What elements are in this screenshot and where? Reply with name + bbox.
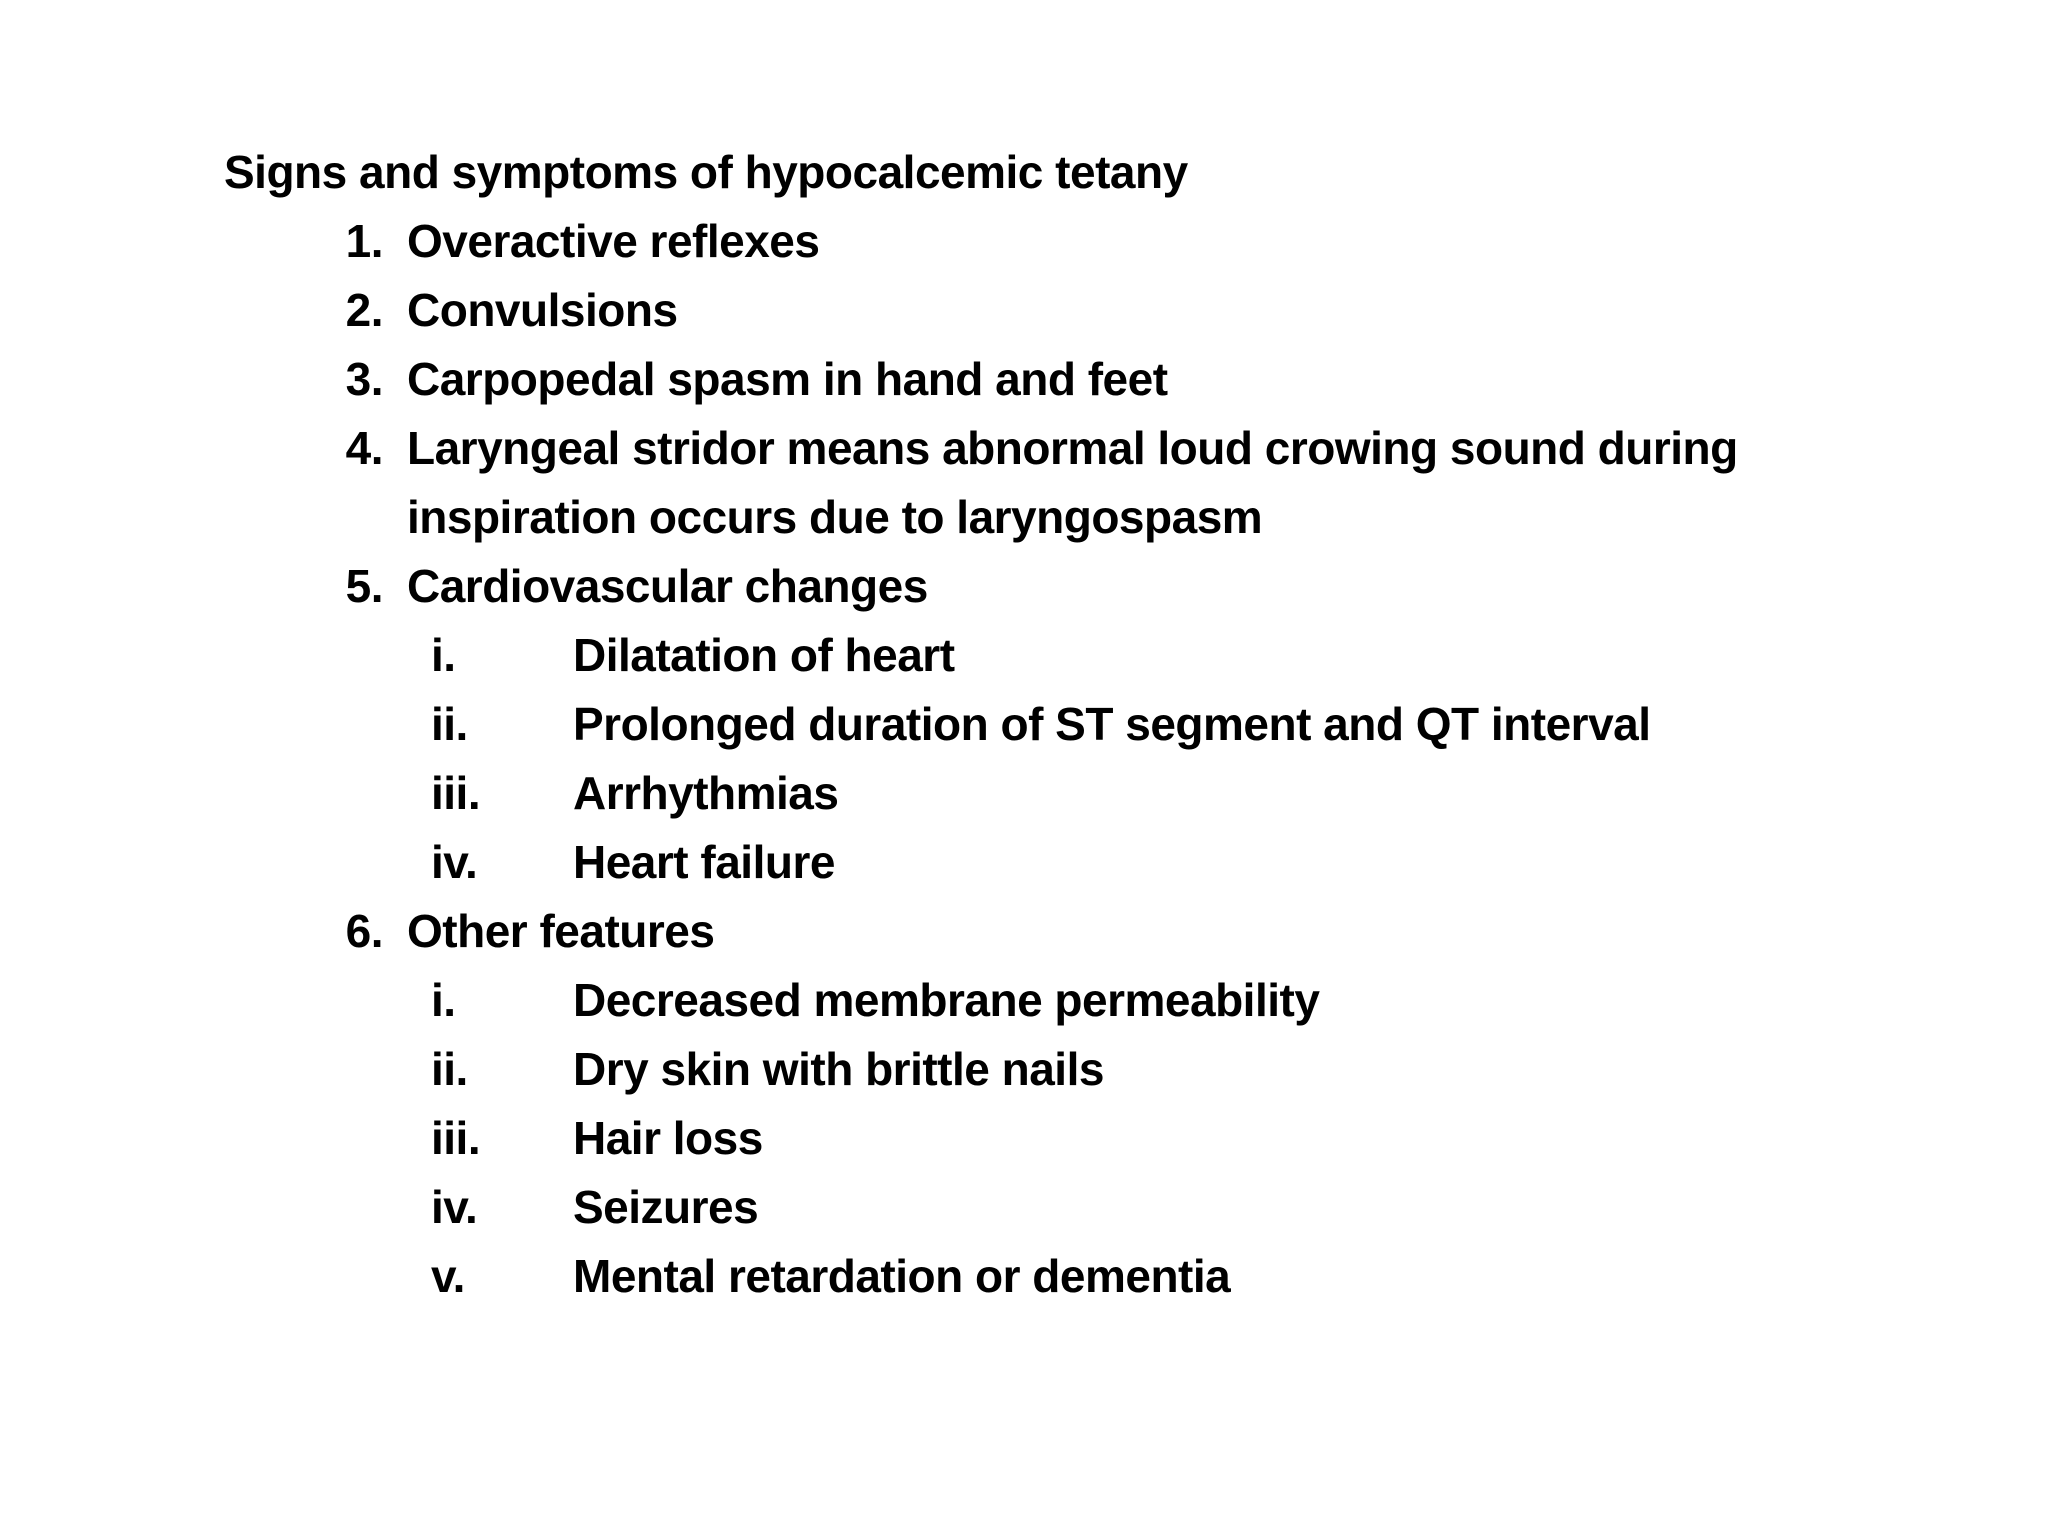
item-number: 2.	[345, 284, 383, 336]
sub-item-text: Decreased membrane permeability	[573, 974, 1320, 1026]
sub-item-number: ii.	[431, 698, 468, 750]
item-number: 4.	[345, 422, 383, 474]
item-text: Laryngeal stridor means abnormal loud crowing sound during inspiration occurs due to laryngospasm	[407, 422, 1738, 543]
sub-list-item	[224, 621, 1964, 690]
item-number: 1.	[345, 215, 383, 267]
list-item	[224, 552, 1964, 621]
sub-list-item	[224, 759, 1964, 828]
sub-item-text: Dilatation of heart	[573, 629, 955, 681]
sub-item-text: Mental retardation or dementia	[573, 1250, 1231, 1302]
sub-item-number: v.	[431, 1250, 465, 1302]
sub-list-item	[224, 1035, 1964, 1104]
slide-content	[224, 138, 1964, 1311]
list-item	[224, 345, 1964, 414]
sub-list-item	[224, 690, 1964, 759]
sub-list-item	[224, 828, 1964, 897]
sub-list-item	[224, 1173, 1964, 1242]
list-item	[224, 414, 1964, 552]
list-item	[224, 897, 1964, 966]
sub-item-text: Prolonged duration of ST segment and QT interval	[573, 698, 1651, 750]
sub-list-item	[224, 1242, 1964, 1311]
sub-list-item	[224, 966, 1964, 1035]
sub-item-text: Seizures	[573, 1181, 759, 1233]
sub-item-number: i.	[431, 629, 456, 681]
sub-item-text: Dry skin with brittle nails	[573, 1043, 1104, 1095]
list-item	[224, 207, 1964, 276]
sub-item-number: iii.	[431, 767, 481, 819]
sub-item-number: iii.	[431, 1112, 481, 1164]
item-number: 3.	[345, 353, 383, 405]
list-item	[224, 276, 1964, 345]
sub-item-text: Hair loss	[573, 1112, 763, 1164]
sub-item-number: i.	[431, 974, 456, 1026]
item-text: Cardiovascular changes	[407, 560, 928, 612]
item-text: Overactive reflexes	[407, 215, 820, 267]
slide-title: Signs and symptoms of hypocalcemic tetany	[224, 146, 1188, 198]
sub-item-number: ii.	[431, 1043, 468, 1095]
item-text: Carpopedal spasm in hand and feet	[407, 353, 1168, 405]
sub-item-number: iv.	[431, 1181, 478, 1233]
sub-item-text: Arrhythmias	[573, 767, 839, 819]
sub-list-item	[224, 1104, 1964, 1173]
item-number: 5.	[345, 560, 383, 612]
sub-item-number: iv.	[431, 836, 478, 888]
item-text: Other features	[407, 905, 715, 957]
sub-item-text: Heart failure	[573, 836, 835, 888]
item-text: Convulsions	[407, 284, 678, 336]
item-number: 6.	[345, 905, 383, 957]
